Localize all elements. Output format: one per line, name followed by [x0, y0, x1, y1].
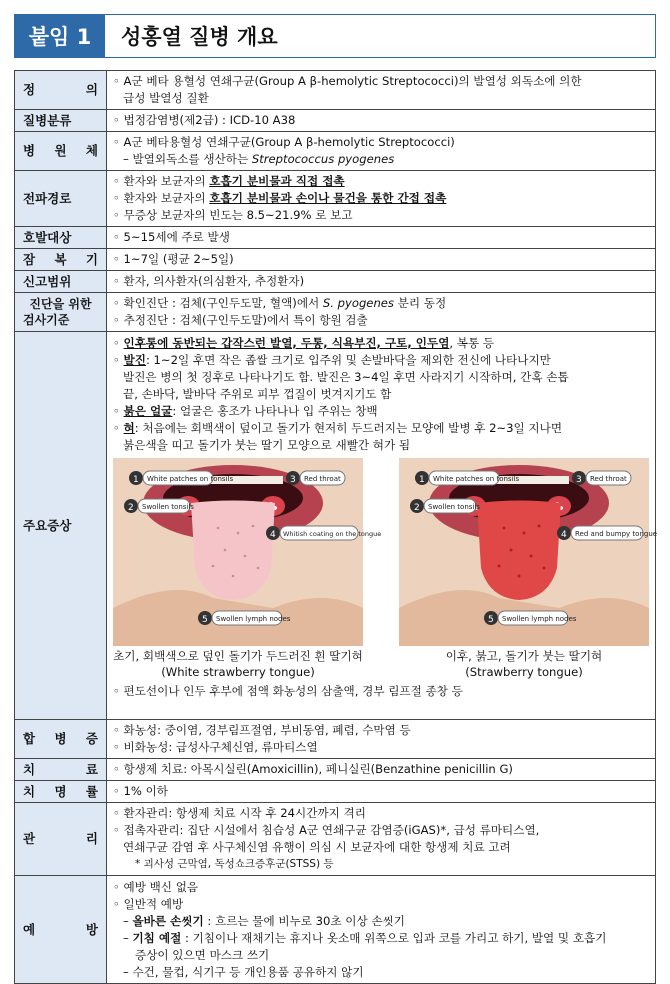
transmission-line: ◦ 무증상 보균자의 빈도는 8.5~21.9% 로 보고: [113, 208, 353, 222]
complication-line: ◦ 화농성: 중이염, 경부림프절염, 부비동염, 폐렴, 수막염 등: [113, 723, 411, 737]
management-line: ◦ 접촉자관리: 집단 시설에서 침습성 A군 연쇄구균 감염증(iGAS)*, 급성 류마티스열,: [113, 823, 540, 837]
label-symptoms: 주요증상: [15, 332, 107, 720]
pathogen-line: – 발열외독소를 생산하는 Streptococcus pyogenes: [123, 152, 395, 166]
row-definition: [15, 71, 656, 110]
symptom-line: 붉은색을 띠고 돌기가 붓는 딸기 모양으로 새빨간 혀가 됨: [123, 438, 411, 452]
label-transmission: 전파경로: [15, 171, 107, 227]
prevention-line: 증상이 있으면 마스크 쓰기: [135, 947, 270, 962]
symptom-line: ◦ 혀: 처음에는 회백색이 덮이고 돌기가 현저히 두드러지는 모양에 발병 후 2~3일 지나면: [113, 421, 563, 435]
row-diagnosis: [15, 293, 656, 332]
svg-text:3: 3: [290, 475, 296, 485]
svg-text:1: 1: [133, 475, 139, 485]
callout-label: Red throat: [590, 475, 627, 483]
label-prevention: 예 방: [15, 876, 107, 984]
target-text: ◦ 5~15세에 주로 발생: [113, 230, 230, 244]
svg-text:4: 4: [561, 530, 567, 540]
label-incubation: 잠 복 기: [15, 249, 107, 271]
diagnosis-line: ◦ 확인진단 : 검체(구인두도말, 혈액)에서 S. pyogenes 분리 동정: [113, 296, 447, 310]
treatment-text: ◦ 항생제 치료: 아목시실린(Amoxicillin), 페니실린(Benzathine penicillin G): [113, 762, 513, 776]
callout-label: Red throat: [304, 475, 341, 483]
symptom-line: ◦ 발진: 1~2일 후면 작은 좁쌀 크기로 입주위 및 손발바닥을 제외한 전신에 나타나지만: [113, 353, 551, 367]
label-definition: 정 의: [15, 71, 107, 110]
row-treatment: [15, 759, 656, 781]
symptom-line: ◦ 붉은 얼굴: 얼굴은 홍조가 나타나나 입 주위는 창백: [113, 404, 378, 418]
symptom-line: ◦ 인후통에 동반되는 갑작스런 발열, 두통, 식욕부진, 구토, 인두염, 복통 등: [113, 336, 495, 350]
label-classification: 질병분류: [15, 110, 107, 132]
definition-line: 급성 발열성 질환: [123, 91, 209, 105]
callout-label: White patches on tonsils: [433, 475, 520, 483]
diagnosis-line: ◦ 추정진단 : 검체(구인두도말)에서 특이 항원 검출: [113, 313, 368, 327]
label-target: 호발대상: [15, 227, 107, 249]
label-report: 신고범위: [15, 271, 107, 293]
callout-label: Whitish coating on the tongue: [283, 530, 382, 538]
classification-text: ◦ 법정감염병(제2급) : ICD-10 A38: [113, 113, 296, 127]
label-complications: 합 병 증: [15, 720, 107, 759]
row-pathogen: [15, 132, 656, 171]
row-management: [15, 803, 656, 876]
label-management: 관 리: [15, 803, 107, 876]
callout-label: Swollen lymph nodes: [216, 615, 291, 623]
incubation-text: ◦ 1~7일 (평균 2~5일): [113, 252, 234, 266]
callout-label: Red and bumpy tongue: [575, 530, 658, 538]
transmission-line: ◦ 환자와 보균자의 호흡기 분비물과 직접 접촉: [113, 174, 345, 188]
page-title: 성홍열 질병 개요: [121, 25, 278, 49]
red-tongue-caption: 이후, 붉고, 돌기가 붓는 딸기혀: [445, 649, 603, 663]
transmission-line: ◦ 환자와 보균자의 호흡기 분비물과 손이나 물건을 통한 간접 접촉: [113, 191, 447, 205]
svg-text:2: 2: [414, 503, 420, 513]
row-incubation: [15, 249, 656, 271]
prevention-line: ◦ 일반적 예방: [113, 896, 184, 911]
row-transmission: [15, 171, 656, 227]
label-treatment: 치 료: [15, 759, 107, 781]
callout-label: Swollen tonsils: [428, 503, 480, 511]
management-line: ◦ 환자관리: 항생제 치료 시작 후 24시간까지 격리: [113, 806, 366, 820]
report-text: ◦ 환자, 의사환자(의심환자, 추정환자): [113, 274, 305, 288]
white-tongue-caption-en: (White strawberry tongue): [161, 665, 315, 679]
prevention-line: ◦ 예방 백신 없음: [113, 879, 199, 894]
white-strawberry-tongue-figure: [113, 458, 382, 680]
symptom-line: 끝, 손바닥, 발바닥 주위로 피부 껍질이 벗겨지기도 함: [123, 387, 392, 401]
callout-label: Swollen tonsils: [142, 503, 194, 511]
management-line: 연쇄구균 감염 후 사구체신염 유행이 의심 시 보균자에 대한 항생제 치료 고려: [123, 840, 511, 854]
white-tongue-illustration: [113, 458, 382, 646]
symptom-line: 발진은 병의 첫 징후로 나타나기도 함. 발진은 3~4일 후면 사라지기 시작하며, 간혹 손톱: [123, 370, 569, 384]
complication-line: ◦ 비화농성: 급성사구체신염, 류마티스열: [113, 740, 318, 754]
svg-text:4: 4: [270, 530, 276, 540]
row-target: [15, 227, 656, 249]
row-fatality: [15, 781, 656, 803]
svg-text:1: 1: [419, 475, 425, 485]
red-tongue-caption-en: (Strawberry tongue): [465, 665, 583, 679]
label-pathogen: 병 원 체: [15, 132, 107, 171]
row-classification: [15, 110, 656, 132]
svg-text:2: 2: [128, 503, 134, 513]
label-fatality: 치 명 률: [15, 781, 107, 803]
row-complications: [15, 720, 656, 759]
strawberry-tongue-figure: [399, 458, 658, 680]
attachment-badge: 붙임 1: [15, 15, 105, 57]
callout-label: White patches on tonsils: [147, 475, 234, 483]
svg-text:3: 3: [576, 475, 582, 485]
disease-overview-table: [14, 70, 656, 984]
svg-text:5: 5: [202, 615, 208, 625]
section-header: [14, 14, 656, 58]
prevention-line: – 수건, 물컵, 식기구 등 개인용품 공유하지 않기: [123, 964, 364, 979]
prevention-line: – 올바른 손씻기 : 흐르는 물에 비누로 30초 이상 손씻기: [123, 913, 405, 928]
row-symptoms: [15, 332, 656, 720]
red-tongue-illustration: [399, 458, 658, 646]
callout-label: Swollen lymph nodes: [502, 615, 577, 623]
tongue-illustrations: [113, 454, 658, 680]
row-report: [15, 271, 656, 293]
white-tongue-caption: 초기, 회백색으로 덮인 돌기가 두드러진 흰 딸기혀: [113, 649, 363, 663]
fatality-text: ◦ 1% 이하: [113, 784, 169, 798]
management-footnote: * 괴사성 근막염, 독성쇼크증후군(STSS) 등: [135, 858, 334, 870]
svg-text:5: 5: [488, 615, 494, 625]
label-diagnosis: 진단을 위한 검사기준: [15, 293, 107, 332]
definition-line: ◦ A군 베타 용혈성 연쇄구균(Group A β-hemolytic Streptococci)의 발열성 외독소에 의한: [113, 74, 582, 88]
prevention-line: – 기침 예절 : 기침이나 재채기는 휴지나 옷소매 위쪽으로 입과 코를 가리고 하기, 발열 및 호흡기: [123, 930, 607, 945]
symptom-line: ◦ 편도선이나 인두 후부에 점액 화농성의 삼출액, 경부 림프절 종창 등: [113, 684, 463, 698]
row-prevention: [15, 876, 656, 984]
pathogen-line: ◦ A군 베타용혈성 연쇄구균(Group A β-hemolytic Streptococci): [113, 135, 455, 149]
